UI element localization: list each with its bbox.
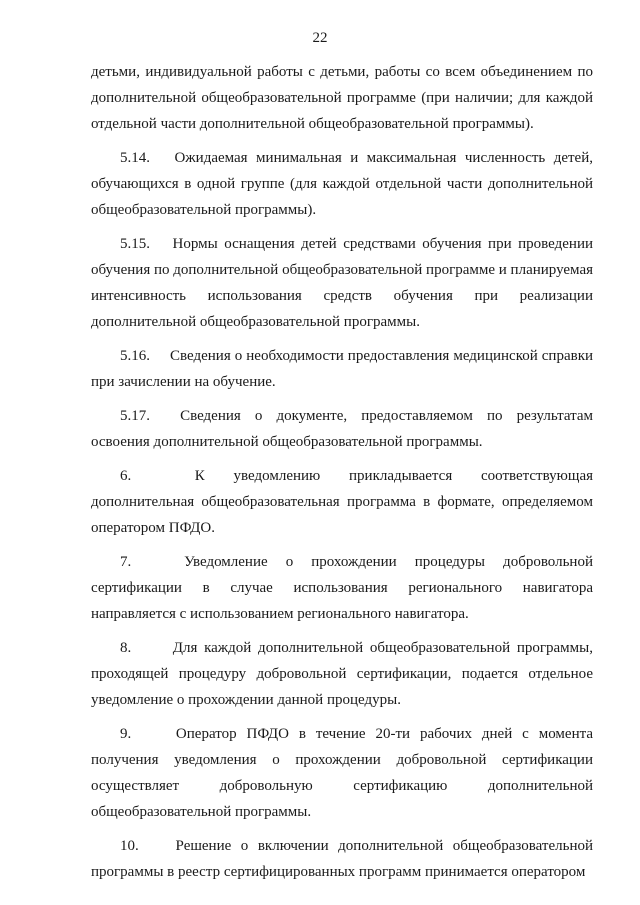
paragraph-7 xyxy=(91,549,593,627)
paragraph-text: Сведения о необходимости предоставления медицинской справки при зачислении на обучение. xyxy=(91,348,594,390)
paragraph-text: Ожидаемая минимальная и максимальная численность детей, обучающихся в одной группе (для каждой отдельной части дополнительной общеобразовательной программы). xyxy=(91,150,593,218)
paragraph-text: Уведомление о прохождении процедуры добровольной сертификации в случае использования регионального навигатора направляется с использованием регионального навигатора. xyxy=(91,554,593,622)
paragraph-number: 10. xyxy=(120,838,139,854)
paragraph-text: Для каждой дополнительной общеобразовательной программы, проходящей процедуру добровольной сертификации, подается отдельное уведомление о прохождении данной процедуры. xyxy=(91,640,593,708)
paragraph-5-15 xyxy=(91,231,593,335)
paragraph-number: 6. xyxy=(120,468,132,484)
paragraph-continuation xyxy=(91,59,593,137)
paragraph-number: 8. xyxy=(120,640,132,656)
paragraph-text: К уведомлению прикладывается соответствующая дополнительная общеобразовательная программа в формате, определяемом оператором ПФДО. xyxy=(91,468,593,536)
document-body xyxy=(91,59,593,893)
paragraph-text: Оператор ПФДО в течение 20-ти рабочих дней с момента получения уведомления о прохождении добровольной сертификации осуществляет добровольную сертификацию дополнительной общеобразовательной программы. xyxy=(91,726,593,820)
paragraph-10 xyxy=(91,833,593,885)
paragraph-text: Сведения о документе, предоставляемом по результатам освоения дополнительной общеобразовательной программы. xyxy=(91,408,594,450)
paragraph-number: 5.16. xyxy=(120,348,150,364)
paragraph-number: 7. xyxy=(120,554,132,570)
paragraph-number: 5.14. xyxy=(120,150,150,166)
paragraph-number: 5.15. xyxy=(120,236,150,252)
paragraph-9 xyxy=(91,721,593,825)
paragraph-text: детьми, индивидуальной работы с детьми, работы со всем объединением по дополнительной общеобразовательной программе (при наличии; для каждой отдельной части дополнительной общеобразовательной программы). xyxy=(91,64,593,132)
paragraph-5-17 xyxy=(91,403,593,455)
paragraph-8 xyxy=(91,635,593,713)
paragraph-text: Решение о включении дополнительной общеобразовательной программы в реестр сертифицированных программ принимается оператором xyxy=(91,838,594,880)
paragraph-text: Нормы оснащения детей средствами обучения при проведении обучения по дополнительной общеобразовательной программе и планируемая интенсивность использования средств обучения при реализации дополнительной общеобразовательной программы. xyxy=(91,236,594,330)
paragraph-5-16 xyxy=(91,343,593,395)
paragraph-number: 5.17. xyxy=(120,408,150,424)
paragraph-5-14 xyxy=(91,145,593,223)
paragraph-6 xyxy=(91,463,593,541)
page-number: 22 xyxy=(312,30,328,46)
paragraph-number: 9. xyxy=(120,726,132,742)
